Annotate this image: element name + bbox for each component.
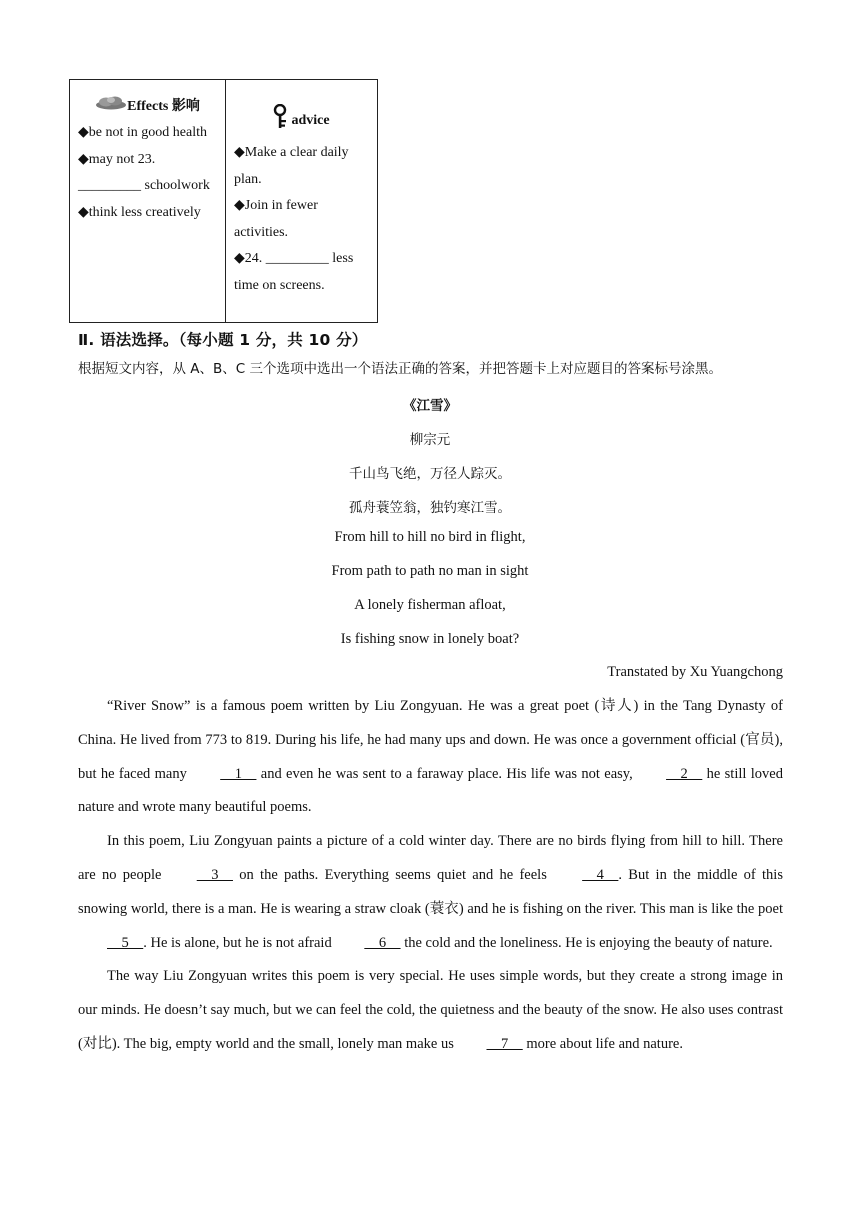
passage-paragraph-2: In this poem, Liu Zongyuan paints a picture of a cold winter day. There are no birds flying from hill to hill. There are no people 3 on the paths. Everything seems quiet and he feels 4 . But in the middle of this snowing world, there is a man. He is wearing a straw cloak (蓑衣) and he is fishing on the river. This man is like the poet 5 . He is alone, but he is not afraid 6 the cold and the loneliness. He is enjoying the beauty of nature. bbox=[78, 825, 783, 960]
effects-cell bbox=[70, 80, 226, 323]
poem-translator: Transtated by Xu Yuangchong bbox=[607, 664, 783, 680]
section-instructions: 根据短文内容，从 A、B、C 三个选项中选出一个语法正确的答案，并把答题卡上对应题目的答案标号涂黑。 bbox=[78, 361, 723, 377]
poem-en-line-3: A lonely fisherman afloat, bbox=[354, 597, 506, 613]
cloud-icon bbox=[95, 96, 127, 118]
passage-paragraph-1: “River Snow” is a famous poem written by Liu Zongyuan. He was a great poet (诗人) in the Tang Dynasty of China. He lived from 773 to 819. During his life, he had many ups and down. He was once a government official (官员), but he faced many 1 and even he was sent to a faraway place. His life was not easy, 2 he still loved nature and wrote many beautiful poems. bbox=[78, 698, 783, 816]
advice-cell bbox=[226, 80, 378, 323]
advice-header-label: advice bbox=[291, 113, 330, 129]
advice-header bbox=[234, 104, 369, 138]
section-title: Ⅱ. 语法选择。（每小题 1 分，共 10 分） bbox=[78, 331, 368, 349]
blank-6: 6 bbox=[364, 934, 401, 951]
effects-item-2: ◆ may not 23. _________ schoolwork bbox=[78, 147, 217, 200]
poem-author: 柳宗元 bbox=[409, 432, 451, 448]
blank-1: 1 bbox=[220, 765, 257, 782]
blank-5: 5 bbox=[107, 934, 144, 951]
blank-2: 2 bbox=[666, 765, 703, 782]
advice-item-1: ◆ Make a clear daily plan. bbox=[234, 140, 369, 193]
poem-en-line-1: From hill to hill no bird in flight, bbox=[334, 529, 526, 545]
passage-paragraph-3: The way Liu Zongyuan writes this poem is very special. He uses simple words, but they create a strong image in our minds. He doesn’t say much, but we can feel the cold, the quietness and the beauty of the snow. He also uses contrast (对比). The big, empty world and the small, lonely man make us 7 more about life and nature. bbox=[78, 960, 783, 1061]
effects-advice-table bbox=[69, 79, 378, 323]
advice-item-2: ◆ Join in fewer activities. bbox=[234, 193, 369, 246]
key-icon bbox=[273, 104, 291, 138]
poem-title: 《江雪》 bbox=[403, 398, 457, 414]
effects-item-3: ◆ think less creatively bbox=[78, 200, 217, 227]
effects-item-1: ◆ be not in good health bbox=[78, 120, 217, 147]
passage bbox=[78, 690, 783, 1062]
poem-en-line-4: Is fishing snow in lonely boat? bbox=[340, 631, 520, 647]
blank-4: 4 bbox=[582, 866, 619, 883]
blank-7: 7 bbox=[486, 1035, 523, 1052]
blank-3: 3 bbox=[196, 866, 233, 883]
advice-item-3: ◆ 24. _________ less time on screens. bbox=[234, 246, 369, 299]
effects-header bbox=[78, 96, 217, 118]
poem-cn-line-1: 千山鸟飞绝，万径人踪灭。 bbox=[349, 466, 511, 482]
poem-cn-line-2: 孤舟蓑笠翁，独钓寒江雪。 bbox=[349, 500, 511, 516]
poem-en-line-2: From path to path no man in sight bbox=[331, 563, 529, 579]
effects-header-label: Effects 影响 bbox=[127, 99, 200, 115]
